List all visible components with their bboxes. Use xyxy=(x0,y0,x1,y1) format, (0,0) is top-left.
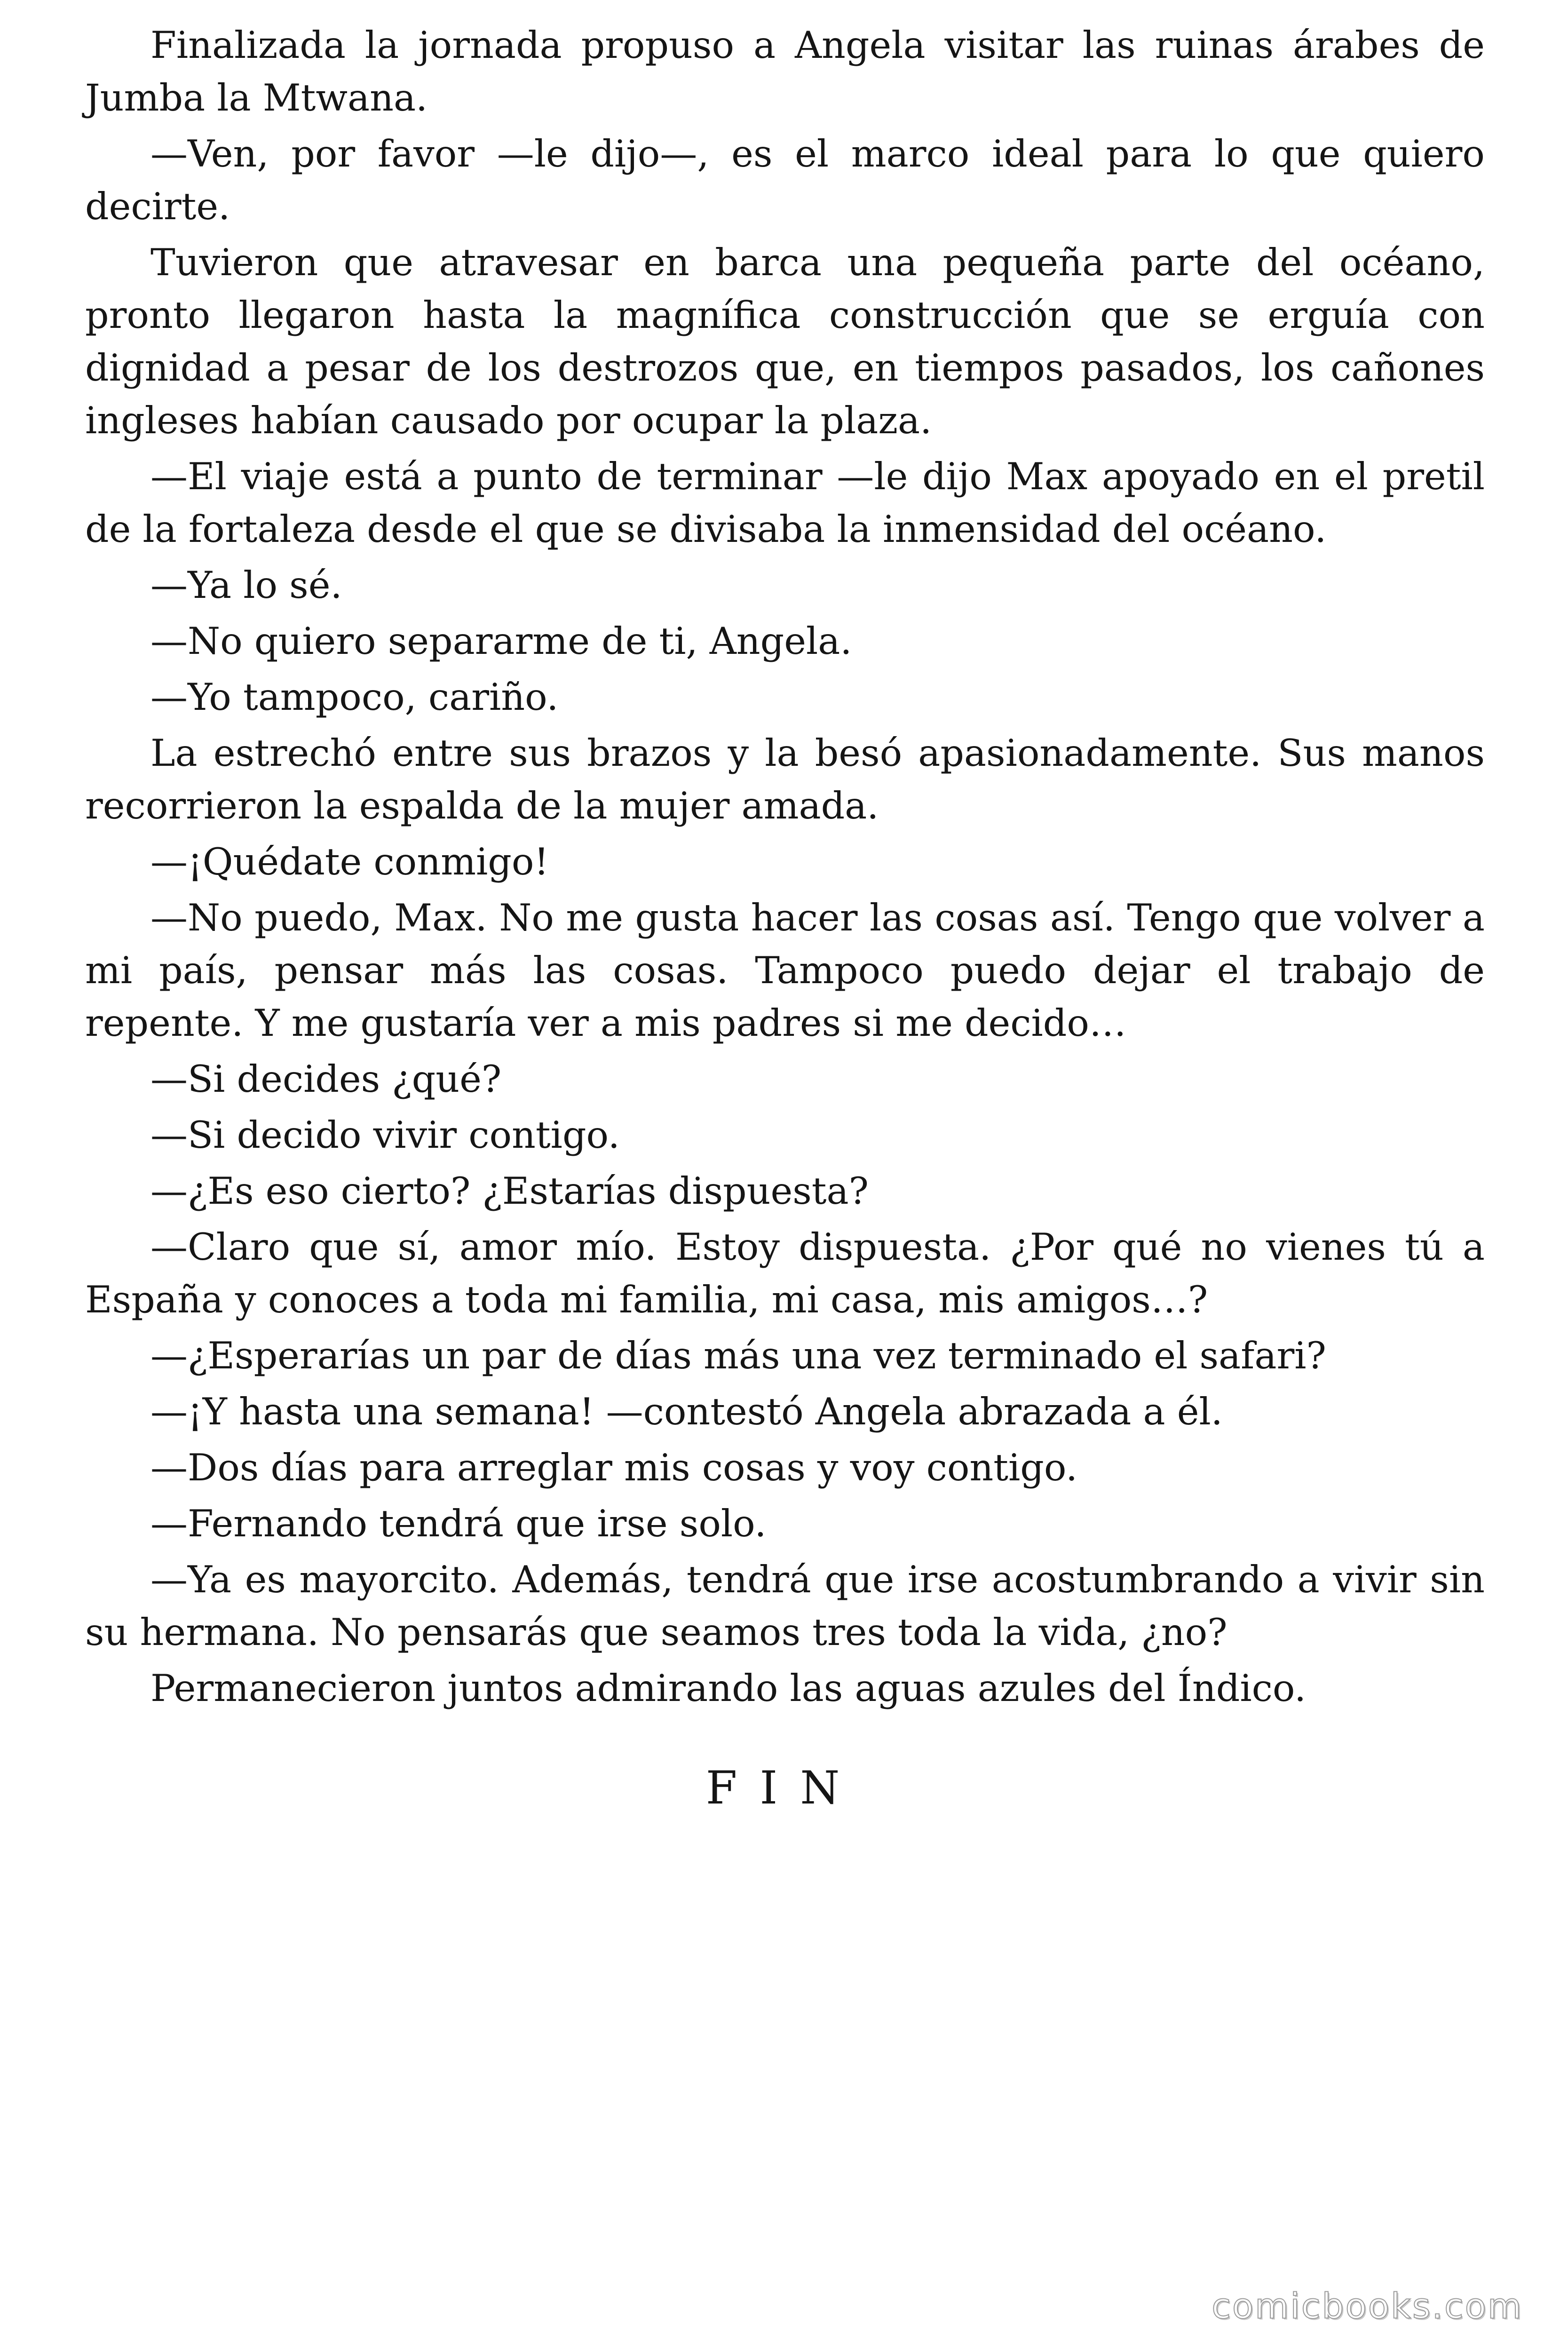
paragraph: La estrechó entre sus brazos y la besó apasionadamente. Sus manos recorrieron la espalda de la mujer amada. xyxy=(85,731,1485,827)
paragraph: —Yo tampoco, cariño. xyxy=(150,675,559,719)
paragraph: —Ya es mayorcito. Además, tendrá que irse acostumbrando a vivir sin su hermana. No pensarás que seamos tres toda la vida, ¿no? xyxy=(85,1558,1485,1654)
paragraph: —Ven, por favor —le dijo—, es el marco ideal para lo que quiero decirte. xyxy=(85,132,1485,228)
paragraph: —¡Y hasta una semana! —contestó Angela abrazada a él. xyxy=(150,1390,1223,1433)
paragraph: —¿Esperarías un par de días más una vez terminado el safari? xyxy=(150,1334,1326,1377)
paragraph: —No quiero separarme de ti, Angela. xyxy=(150,620,852,663)
paragraph: —No puedo, Max. No me gusta hacer las cosas así. Tengo que volver a mi país, pensar más las cosas. Tampoco puedo dejar el trabajo de repente. Y me gustaría ver a mis padres si me decido… xyxy=(85,896,1485,1045)
paragraph: —Si decido vivir contigo. xyxy=(150,1113,620,1157)
paragraph: —Si decides ¿qué? xyxy=(150,1057,502,1101)
paragraph: Permanecieron juntos admirando las aguas azules del Índico. xyxy=(150,1667,1307,1710)
body-text xyxy=(85,19,1485,1718)
paragraph: —Claro que sí, amor mío. Estoy dispuesta. ¿Por qué no vienes tú a España y conoces a toda mi familia, mi casa, mis amigos…? xyxy=(85,1225,1485,1321)
paragraph: —El viaje está a punto de terminar —le dijo Max apoyado en el pretil de la fortaleza desde el que se divisaba la inmensidad del océano. xyxy=(85,455,1485,551)
paragraph: —¿Es eso cierto? ¿Estarías dispuesta? xyxy=(150,1169,869,1213)
paragraph: —Dos días para arreglar mis cosas y voy contigo. xyxy=(150,1446,1078,1489)
paragraph: —Fernando tendrá que irse solo. xyxy=(150,1502,767,1545)
watermark-text: comicbooks.com xyxy=(1212,2286,1523,2327)
paragraph: —Ya lo sé. xyxy=(150,564,342,607)
ending-heading: FIN xyxy=(705,1762,863,1814)
paragraph: —¡Quédate conmigo! xyxy=(150,840,549,883)
paragraph: Tuvieron que atravesar en barca una pequeña parte del océano, pronto llegaron hasta la magnífica construcción que se erguía con dignidad a pesar de los destrozos que, en tiempos pasados, los cañones ingleses habían causado por ocupar la plaza. xyxy=(85,241,1485,442)
paragraph: Finalizada la jornada propuso a Angela visitar las ruinas árabes de Jumba la Mtwana. xyxy=(85,24,1485,119)
